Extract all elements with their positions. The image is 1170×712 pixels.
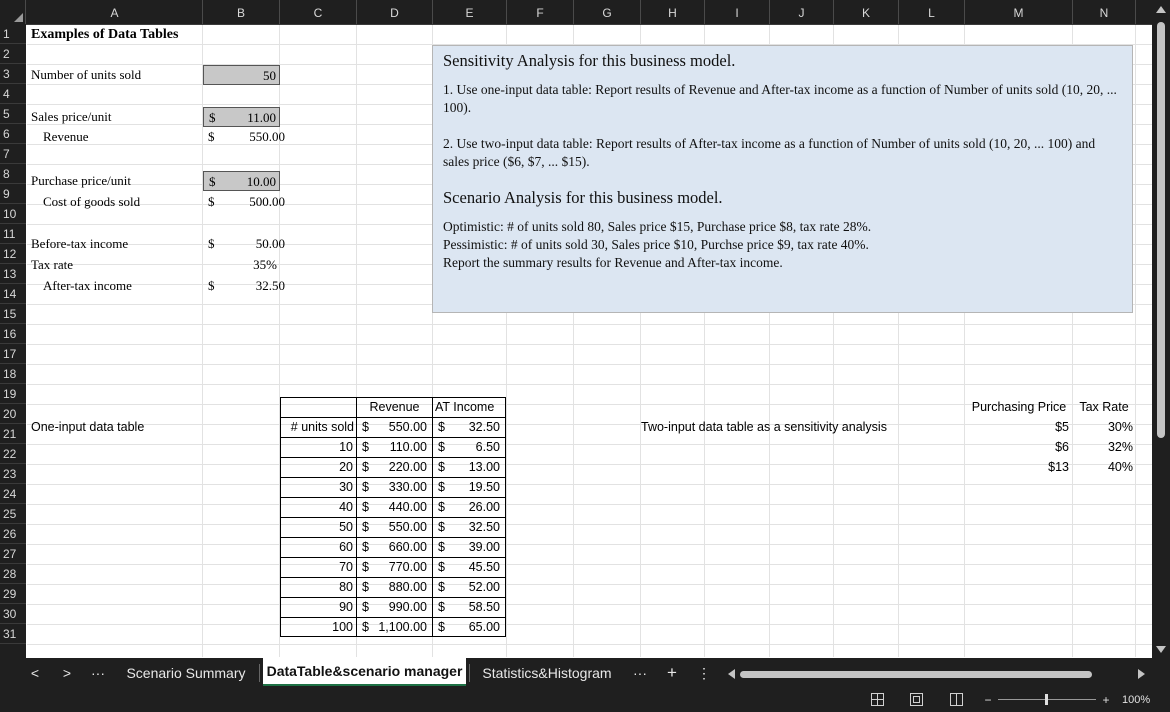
- vertical-scrollbar[interactable]: [1152, 0, 1170, 658]
- page-layout-view-icon[interactable]: [910, 693, 923, 706]
- normal-view-icon[interactable]: [871, 693, 884, 706]
- hdr-revenue[interactable]: Revenue: [369, 400, 420, 414]
- row-header[interactable]: 19: [0, 384, 26, 404]
- scroll-down-icon[interactable]: [1156, 646, 1166, 653]
- hdr-purchasing-price[interactable]: Purchasing Price: [971, 400, 1067, 414]
- at-income-result[interactable]: [433, 517, 506, 537]
- price-input[interactable]: [203, 107, 280, 127]
- revenue-result-value: 550.00: [388, 520, 427, 534]
- units-label[interactable]: Number of units sold: [31, 67, 142, 82]
- col-header-f[interactable]: F: [507, 0, 574, 24]
- instruction-2: 2. Use two-input data table: Report results of After-tax income as a function of Number of units sold (10, 20, ... 100) and sales price ($6, $7, ... $15).: [443, 136, 1096, 169]
- row-header[interactable]: 1: [0, 24, 26, 44]
- tab-statistics-histogram[interactable]: Statistics&Histogram: [482, 665, 612, 681]
- at-result-value: 45.50: [468, 560, 500, 574]
- at-formula-value: 32.50: [468, 420, 500, 434]
- zoom-slider-thumb[interactable]: [1045, 694, 1048, 705]
- row-header[interactable]: 14: [0, 284, 26, 304]
- at-income-result[interactable]: [433, 557, 506, 577]
- row-header[interactable]: 27: [0, 544, 26, 564]
- two-input-label[interactable]: Two-input data table as a sensitivity analysis: [641, 420, 887, 434]
- revenue-result[interactable]: [357, 597, 432, 617]
- units-input-value[interactable]: 50: [339, 520, 353, 534]
- units-input-value[interactable]: 20: [339, 460, 353, 474]
- row-header[interactable]: 16: [0, 324, 26, 344]
- column-header-bar: [0, 0, 1152, 25]
- page-break-view-icon[interactable]: [950, 693, 963, 706]
- units-input-value[interactable]: 10: [339, 440, 353, 454]
- units-input[interactable]: 50: [203, 65, 280, 85]
- col-header-m[interactable]: M: [965, 0, 1073, 24]
- one-input-label[interactable]: One-input data table: [31, 420, 145, 434]
- revenue-result-value: 660.00: [388, 540, 427, 554]
- currency-symbol: $: [438, 460, 445, 474]
- sensitivity-heading: Sensitivity Analysis for this business model.: [443, 51, 736, 70]
- revenue-result-value: 330.00: [388, 480, 427, 494]
- revenue-result-value: 440.00: [388, 500, 427, 514]
- cogs-value: 500.00: [249, 194, 285, 209]
- at-income-result[interactable]: [433, 577, 506, 597]
- at-result-value: 19.50: [468, 480, 500, 494]
- at-result-value: 58.50: [468, 600, 500, 614]
- col-header-l[interactable]: L: [899, 0, 965, 24]
- units-input-value[interactable]: 100: [332, 620, 353, 634]
- more-sheets-right-button[interactable]: ···: [633, 665, 647, 681]
- row-header[interactable]: 25: [0, 504, 26, 524]
- currency-symbol: $: [438, 540, 445, 554]
- bti-cell[interactable]: [203, 234, 288, 254]
- ati-cell[interactable]: [203, 276, 288, 296]
- revenue-result-value: 880.00: [388, 580, 427, 594]
- tab-datatable-scenario-manager[interactable]: DataTable&scenario manager: [263, 658, 466, 686]
- col-header-h[interactable]: H: [641, 0, 705, 24]
- revenue-result[interactable]: [357, 617, 432, 637]
- scroll-right-icon[interactable]: [1138, 669, 1145, 679]
- zoom-level[interactable]: 100%: [1122, 694, 1151, 706]
- row-header[interactable]: 30: [0, 604, 26, 624]
- col-header-b[interactable]: B: [203, 0, 280, 24]
- revenue-result-value: 220.00: [388, 460, 427, 474]
- page-layout-inner: [913, 696, 920, 703]
- revenue-result-value: 990.00: [388, 600, 427, 614]
- col-header-g[interactable]: G: [574, 0, 641, 24]
- prev-sheet-button[interactable]: <: [30, 665, 40, 681]
- at-income-result[interactable]: [433, 437, 506, 457]
- row-header[interactable]: 3: [0, 64, 26, 84]
- at-result-value: 13.00: [468, 460, 500, 474]
- scenario-line-3: Report the summary results for Revenue and After-tax income.: [443, 255, 783, 270]
- scenario-heading: Scenario Analysis for this business model.: [443, 188, 723, 207]
- revenue-result[interactable]: [357, 577, 432, 597]
- row-header[interactable]: 4: [0, 84, 26, 104]
- revenue-result-value: 110.00: [389, 440, 427, 454]
- units-input-value[interactable]: 70: [339, 560, 353, 574]
- tax-rate-value[interactable]: 30%: [1107, 420, 1133, 434]
- col-header-n[interactable]: N: [1073, 0, 1136, 24]
- col-header-c[interactable]: C: [280, 0, 357, 24]
- revenue-result[interactable]: [357, 477, 432, 497]
- scroll-left-icon[interactable]: [728, 669, 735, 679]
- row-header[interactable]: 17: [0, 344, 26, 364]
- currency-symbol: $: [209, 110, 216, 125]
- scroll-up-icon[interactable]: [1156, 6, 1166, 13]
- row-header[interactable]: 12: [0, 244, 26, 264]
- currency-symbol: $: [438, 620, 445, 634]
- currency-symbol: $: [362, 520, 369, 534]
- purchasing-price-value[interactable]: $5: [1055, 420, 1069, 434]
- cogs-cell[interactable]: [203, 192, 288, 212]
- row-header[interactable]: 13: [0, 264, 26, 284]
- zoom-out-button[interactable]: −: [984, 693, 992, 707]
- at-result-value: 52.00: [468, 580, 500, 594]
- vertical-scroll-thumb[interactable]: [1157, 22, 1165, 438]
- currency-symbol: $: [362, 460, 369, 474]
- horizontal-scroll-thumb[interactable]: [740, 671, 1092, 678]
- hdr-tax-rate[interactable]: Tax Rate: [1079, 400, 1129, 414]
- currency-symbol: $: [362, 600, 369, 614]
- tax-cell[interactable]: 35%: [253, 257, 277, 272]
- revenue-result-value: 770.00: [388, 560, 427, 574]
- tax-rate-value[interactable]: 32%: [1107, 440, 1133, 454]
- col-header-k[interactable]: K: [834, 0, 899, 24]
- ati-value: 32.50: [255, 278, 285, 293]
- at-result-value: 39.00: [468, 540, 500, 554]
- revenue-cell[interactable]: [203, 127, 288, 147]
- units-input-value[interactable]: 40: [339, 500, 353, 514]
- purchase-label[interactable]: Purchase price/unit: [31, 173, 131, 188]
- revenue-result[interactable]: [357, 517, 432, 537]
- revenue-value: 550.00: [249, 129, 285, 144]
- at-result-value: 6.50: [475, 440, 500, 454]
- currency-symbol: $: [362, 620, 369, 634]
- col-header-e[interactable]: E: [433, 0, 507, 24]
- status-bar: [0, 688, 1170, 712]
- col-header-d[interactable]: D: [357, 0, 433, 24]
- row-header[interactable]: 15: [0, 304, 26, 324]
- sheet-grid[interactable]: [27, 25, 1152, 657]
- currency-symbol: $: [438, 580, 445, 594]
- ati-label[interactable]: After-tax income: [43, 278, 132, 293]
- add-sheet-button[interactable]: +: [667, 663, 677, 682]
- gridline: [1135, 25, 1136, 657]
- currency-symbol: $: [438, 560, 445, 574]
- currency-symbol: $: [208, 129, 215, 144]
- at-income-result[interactable]: [433, 537, 506, 557]
- tab-separator: [259, 664, 260, 682]
- revenue-result[interactable]: [357, 557, 432, 577]
- table-revenue-formula[interactable]: [357, 417, 432, 437]
- revenue-result[interactable]: [357, 497, 432, 517]
- row-header[interactable]: 24: [0, 484, 26, 504]
- currency-symbol: $: [208, 236, 215, 251]
- more-sheets-left-button[interactable]: ···: [91, 665, 105, 681]
- scenario-line-1: Optimistic: # of units sold 80, Sales price $15, Purchase price $8, tax rate 28%.: [443, 219, 872, 234]
- units-input-value[interactable]: 80: [339, 580, 353, 594]
- currency-symbol: $: [208, 278, 215, 293]
- row-header[interactable]: 5: [0, 104, 26, 124]
- currency-symbol: $: [362, 440, 369, 454]
- row-header[interactable]: 10: [0, 204, 26, 224]
- at-income-result[interactable]: [433, 597, 506, 617]
- currency-symbol: $: [438, 420, 445, 434]
- currency-symbol: $: [362, 500, 369, 514]
- tax-rate-value[interactable]: 40%: [1107, 460, 1133, 474]
- currency-symbol: $: [208, 194, 215, 209]
- row-header[interactable]: 28: [0, 564, 26, 584]
- revenue-formula-value: 550.00: [388, 420, 427, 434]
- currency-symbol: $: [438, 500, 445, 514]
- row-header[interactable]: 26: [0, 524, 26, 544]
- at-result-value: 32.50: [468, 520, 500, 534]
- tab-separator: [469, 664, 470, 682]
- col-header-j[interactable]: J: [770, 0, 834, 24]
- row-header[interactable]: 8: [0, 164, 26, 184]
- currency-symbol: $: [438, 480, 445, 494]
- bti-label[interactable]: Before-tax income: [31, 236, 129, 251]
- row-header[interactable]: 31: [0, 624, 26, 644]
- at-result-value: 26.00: [468, 500, 500, 514]
- row-header[interactable]: 23: [0, 464, 26, 484]
- row-header[interactable]: 29: [0, 584, 26, 604]
- scenario-line-2: Pessimistic: # of units sold 30, Sales price $10, Purchse price $9, tax rate 40%.: [443, 237, 869, 252]
- row-header[interactable]: 2: [0, 44, 26, 64]
- select-all-corner[interactable]: [0, 0, 26, 24]
- at-income-result[interactable]: [433, 617, 506, 637]
- row-header[interactable]: 9: [0, 184, 26, 204]
- at-result-value: 65.00: [468, 620, 500, 634]
- units-input-value[interactable]: 30: [339, 480, 353, 494]
- at-income-result[interactable]: [433, 477, 506, 497]
- currency-symbol: $: [438, 520, 445, 534]
- currency-symbol: $: [362, 420, 369, 434]
- purchase-value: 10.00: [246, 174, 276, 189]
- sheet-tab-bar: [0, 658, 1170, 688]
- row-header[interactable]: 21: [0, 424, 26, 444]
- purchase-input[interactable]: [203, 171, 280, 191]
- row-header[interactable]: 20: [0, 404, 26, 424]
- units-input-value[interactable]: 60: [339, 540, 353, 554]
- row-header[interactable]: 18: [0, 364, 26, 384]
- tax-label[interactable]: Tax rate: [31, 257, 74, 272]
- col-header-a[interactable]: A: [27, 0, 203, 24]
- purchasing-price-value[interactable]: $6: [1055, 440, 1069, 454]
- row-header[interactable]: 7: [0, 144, 26, 164]
- revenue-label[interactable]: Revenue: [43, 129, 89, 144]
- at-income-result[interactable]: [433, 497, 506, 517]
- cogs-label[interactable]: Cost of goods sold: [43, 194, 141, 209]
- price-label[interactable]: Sales price/unit: [31, 109, 112, 124]
- currency-symbol: $: [362, 480, 369, 494]
- revenue-result-value: 1,100.00: [378, 620, 427, 634]
- currency-symbol: $: [362, 560, 369, 574]
- tab-scenario-summary[interactable]: Scenario Summary: [126, 665, 246, 681]
- currency-symbol: $: [362, 580, 369, 594]
- purchasing-price-value[interactable]: $13: [1048, 460, 1069, 474]
- table-at-formula[interactable]: [433, 417, 506, 437]
- at-income-result[interactable]: [433, 457, 506, 477]
- sheet-title[interactable]: Examples of Data Tables: [31, 27, 179, 42]
- col-header-i[interactable]: I: [705, 0, 770, 24]
- bti-value: 50.00: [255, 236, 285, 251]
- next-sheet-button[interactable]: >: [62, 665, 72, 681]
- row-header[interactable]: 6: [0, 124, 26, 144]
- row-header[interactable]: 22: [0, 444, 26, 464]
- currency-symbol: $: [209, 174, 216, 189]
- zoom-in-button[interactable]: +: [1102, 693, 1110, 707]
- revenue-result[interactable]: [357, 457, 432, 477]
- revenue-result[interactable]: [357, 437, 432, 457]
- currency-symbol: $: [438, 440, 445, 454]
- revenue-result[interactable]: [357, 537, 432, 557]
- one-input-table: [280, 397, 506, 637]
- currency-symbol: $: [438, 600, 445, 614]
- units-input-value[interactable]: 90: [339, 600, 353, 614]
- hdr-units-sold[interactable]: # units sold: [290, 420, 354, 434]
- horizontal-scrollbar[interactable]: [728, 668, 1146, 680]
- price-value: 11.00: [247, 110, 276, 125]
- hdr-at-income[interactable]: AT Income: [435, 400, 495, 414]
- instructions-textbox[interactable]: [432, 45, 1133, 313]
- row-header-bar: [0, 24, 26, 658]
- instruction-1: 1. Use one-input data table: Report results of Revenue and After-tax income as a function of Number of units sold (10, 20, ... 100).: [443, 82, 1117, 115]
- tab-options-button[interactable]: ⋮: [697, 665, 711, 681]
- row-header[interactable]: 11: [0, 224, 26, 244]
- currency-symbol: $: [362, 540, 369, 554]
